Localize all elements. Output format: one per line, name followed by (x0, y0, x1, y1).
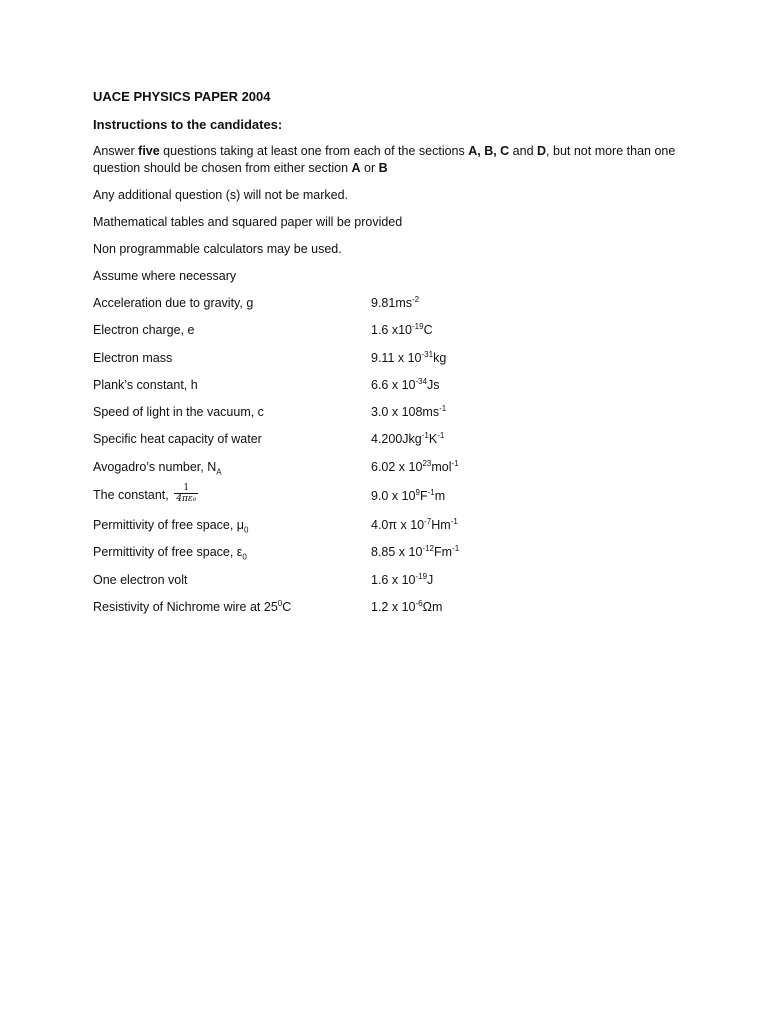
instruction-calculators: Non programmable calculators may be used. (93, 242, 342, 256)
constants-table (93, 295, 683, 626)
constant-value: 6.6 x $10^{-34}Js$ (371, 376, 440, 392)
constant-row (93, 377, 683, 404)
constant-label: Avogadro’s number, $N_A$ (93, 459, 222, 477)
constant-label: Permittivity of free space, $\mu_0$ (93, 518, 249, 535)
instruction-bold: A (351, 161, 361, 175)
constant-label: Resistivity of Nichrome wire at $25^0C$ (93, 598, 292, 614)
instruction-text: Answer (93, 144, 139, 158)
instruction-additional: Any additional question (s) will not be marked. (93, 188, 348, 202)
instruction-bold: five (138, 144, 160, 158)
constant-label: The constant, $\frac{1}{\text{4πε₀}}$ (93, 483, 197, 505)
instruction-bold: A, B, C (468, 144, 510, 158)
constant-row (93, 544, 683, 571)
constant-row (93, 404, 683, 431)
constant-value: 1.6 $x10^{-19}C$ (371, 322, 433, 338)
constant-value: 4.0π x $10^{-7}Hm^{-1}$ (371, 516, 458, 533)
constant-value: 8.85 x $10^{-12}Fm^{-1}$ (371, 544, 460, 560)
constant-label: Electron charge, e (93, 323, 195, 338)
constant-row (93, 295, 683, 322)
instruction-bold: D (537, 144, 547, 158)
instruction-text: , but not more than one question should be chosen from either section (93, 144, 676, 175)
constant-label: One electron volt (93, 572, 188, 587)
constant-value: 9.0 x $10^9F^{-1}m$ (371, 487, 446, 504)
instruction-text: and (509, 144, 538, 158)
constant-value: 9.11 x $10^{-31}kg$ (371, 349, 447, 365)
instruction-text: or (360, 161, 379, 175)
instruction-bold: B (378, 161, 388, 175)
constant-label: Speed of light in the vacuum, c (93, 405, 264, 420)
instruction-text: questions taking at least one from each of the sections (159, 144, 469, 158)
constant-row (93, 572, 683, 599)
constant-label: Plank’s constant, h (93, 377, 198, 392)
constant-value: $4.200Jkg^{-1}K^{-1}$ (371, 431, 445, 447)
constant-value: $9.81ms^{-2}$ (371, 294, 420, 310)
constant-value: 1.2 x $10^{-6}\Omega m$ (371, 598, 443, 614)
constant-label: Permittivity of free space, $\varepsilon_0$ (93, 545, 247, 562)
paper-title: UACE PHYSICS PAPER 2004 (93, 89, 271, 104)
fraction: $\frac{1}{\text{4πε₀}}$ (176, 483, 197, 505)
constant-row (93, 517, 683, 544)
instructions-heading: Instructions to the candidates: (93, 117, 283, 132)
constant-row (93, 599, 683, 626)
constant-label: Acceleration due to gravity, g (93, 296, 254, 310)
constant-row (93, 459, 683, 486)
constant-value: 3.0 x $108ms^{-1}$ (371, 404, 447, 420)
constant-value: 1.6 x $10^{-19}J$ (371, 571, 434, 587)
constant-label: Specific heat capacity of water (93, 432, 262, 447)
constant-row (93, 350, 683, 377)
instruction-answer-five (93, 143, 683, 177)
assume-line: Assume where necessary (93, 269, 237, 283)
constant-row (93, 431, 683, 458)
instruction-tables: Mathematical tables and squared paper will be provided (93, 215, 403, 229)
constant-label: Electron mass (93, 350, 173, 365)
constant-value: 6.02 x $10^{23}mol^{-1}$ (371, 458, 459, 474)
constant-row (93, 322, 683, 349)
constant-row (93, 483, 683, 517)
exam-page (93, 88, 683, 626)
